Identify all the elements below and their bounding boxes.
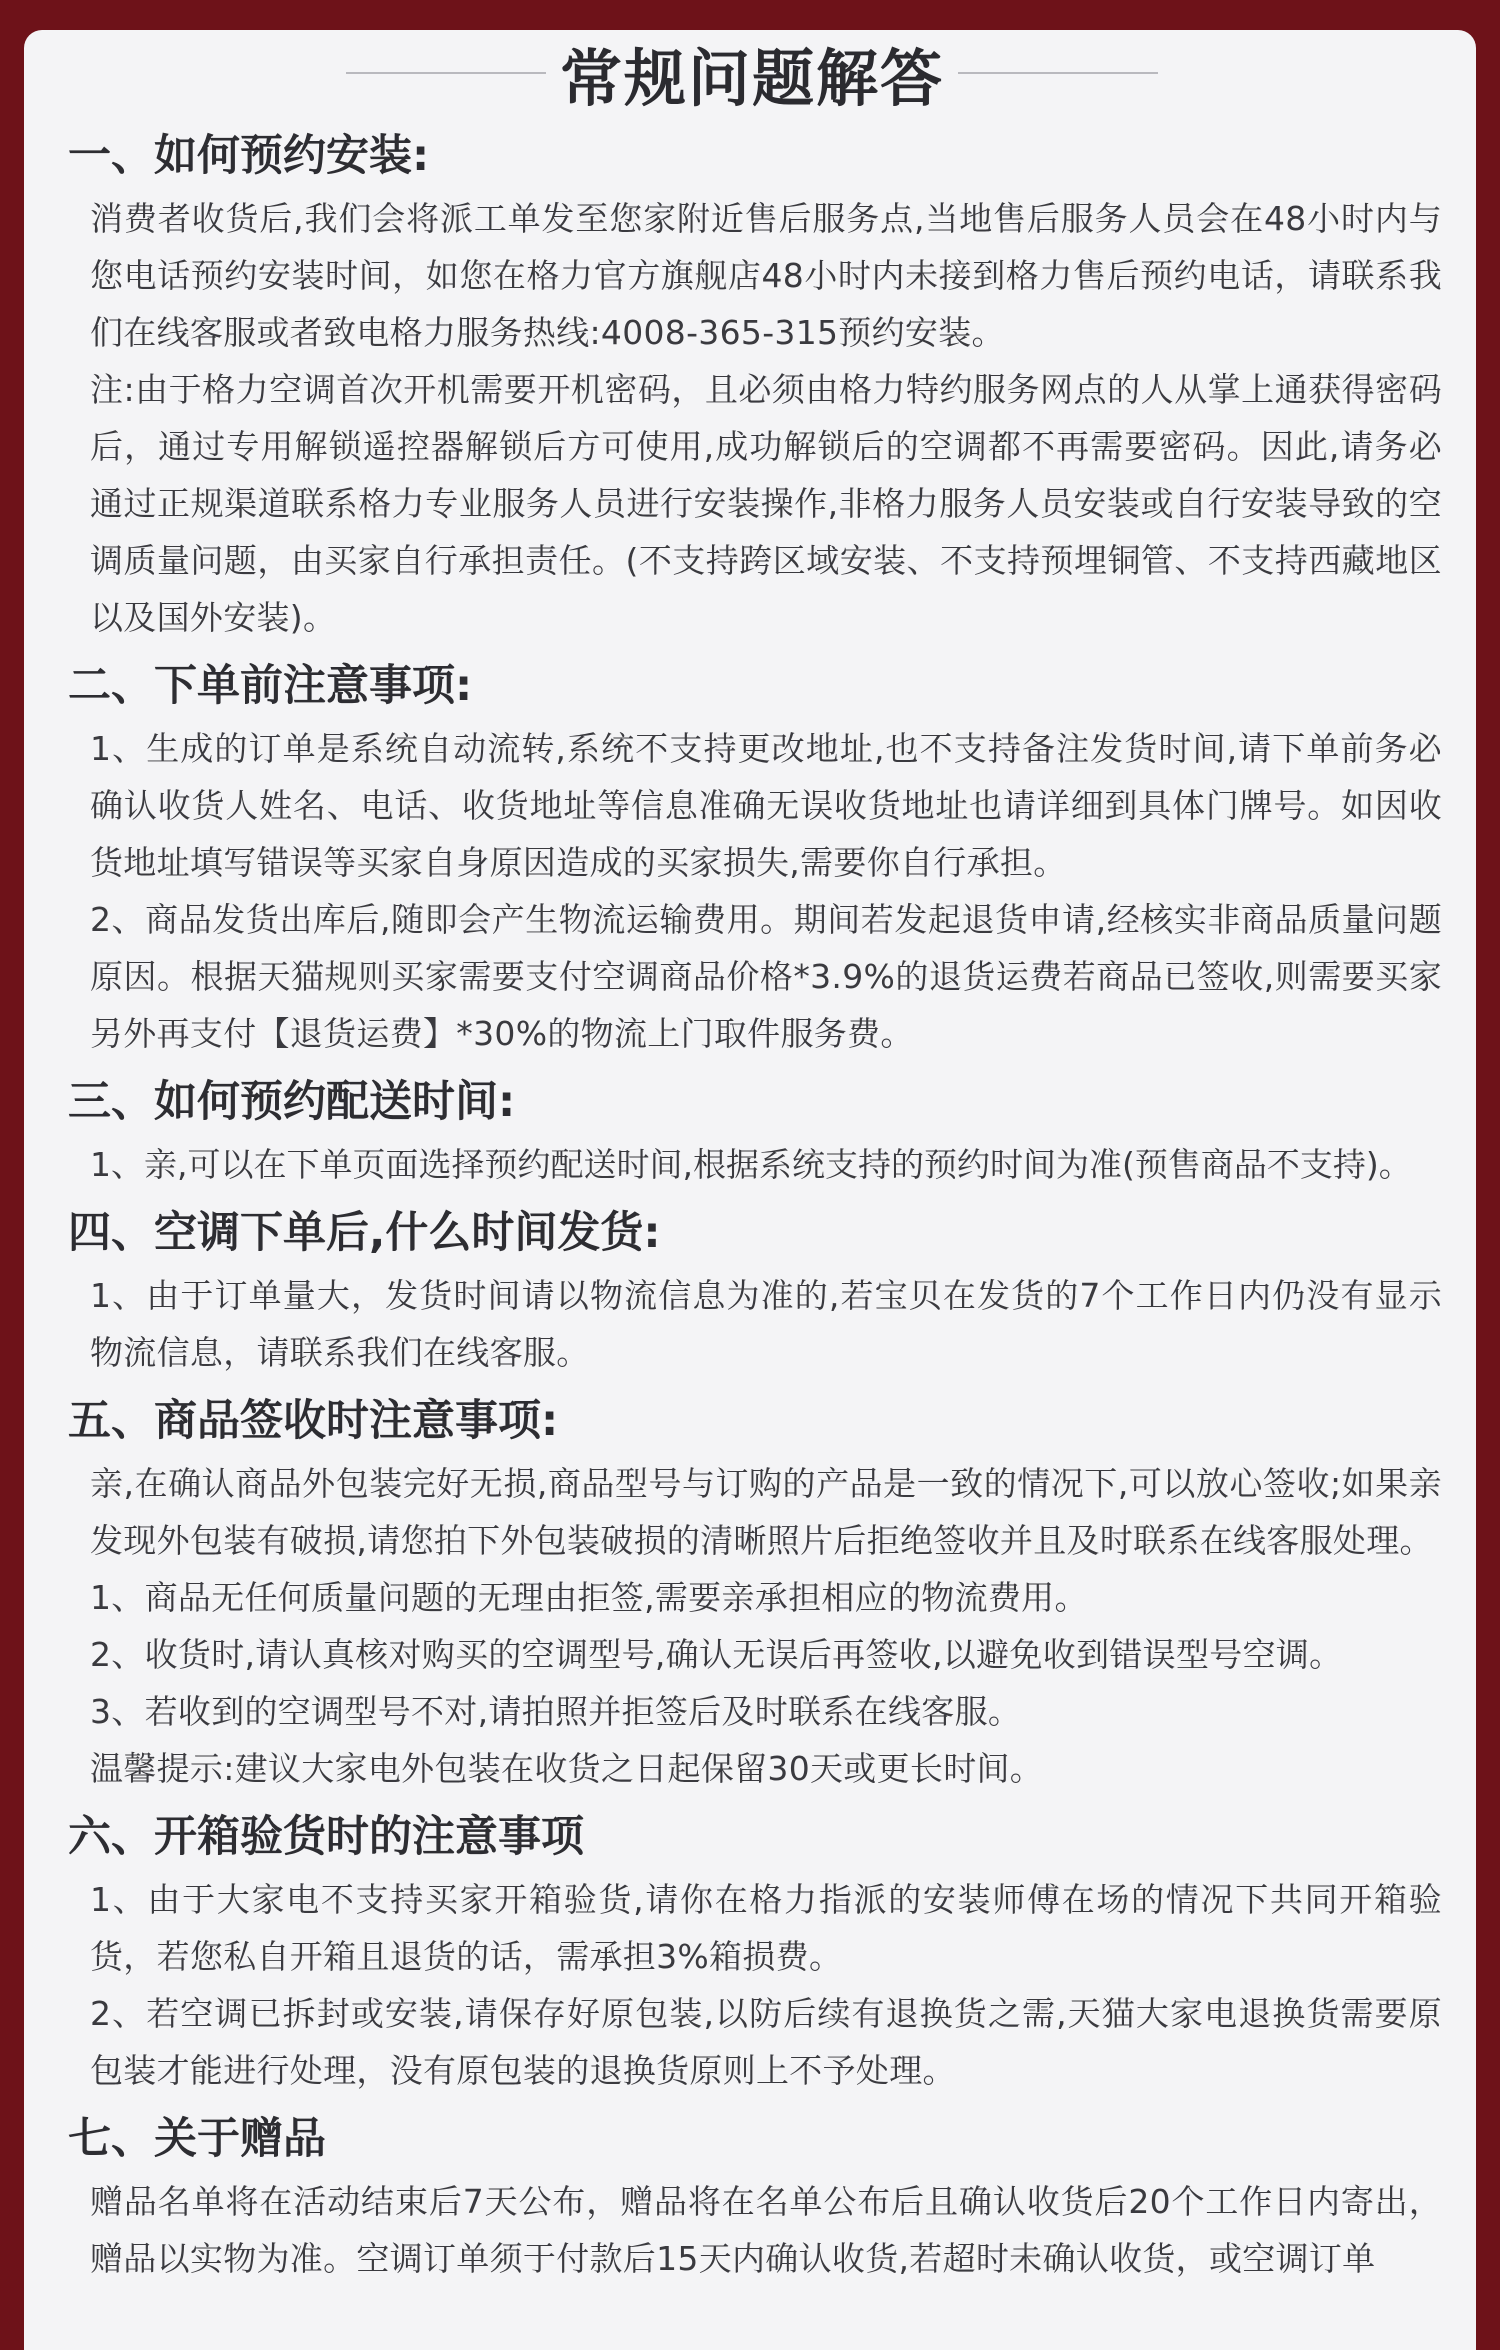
faq-section-receipt [62,1389,1442,1797]
faq-section-unboxing [62,1805,1442,2099]
faq-section-gifts [62,2107,1442,2287]
section-paragraph: 温馨提示:建议大家电外包装在收货之日起保留30天或更长时间。 [90,1749,1044,1788]
faq-card [24,30,1476,2350]
section-paragraph: 3、若收到的空调型号不对,请拍照并拒签后及时联系在线客服。 [90,1692,1022,1731]
section-paragraph: 1、生成的订单是系统自动流转,系统不支持更改地址,也不支持备注发货时间,请下单前务必确认收货人姓名、电话、收货地址等信息准确无误收货地址也请详细到具体门牌号。如因收货地址填写错误等买家自身原因造成的买家损失,需要你自行承担。 [90,729,1442,882]
section-paragraph: 2、收货时,请认真核对购买的空调型号,确认无误后再签收,以避免收到错误型号空调。 [90,1635,1343,1674]
section-paragraph: 1、由于订单量大，发货时间请以物流信息为准的,若宝贝在发货的7个工作日内仍没有显示物流信息，请联系我们在线客服。 [90,1276,1442,1372]
section-heading: 二、下单前注意事项: [68,661,473,711]
section-heading: 五、商品签收时注意事项: [68,1396,559,1446]
faq-section-before-order [62,654,1442,1062]
section-paragraph: 赠品名单将在活动结束后7天公布，赠品将在名单公布后且确认收货后20个工作日内寄出，赠品以实物为准。空调订单须于付款后15天内确认收货,若超时未确认收货，或空调订单 [90,2182,1442,2278]
title-divider-right [958,72,1158,74]
section-paragraph: 1、亲,可以在下单页面选择预约配送时间,根据系统支持的预约时间为准(预售商品不支持)。 [90,1145,1412,1184]
section-heading: 三、如何预约配送时间: [68,1077,516,1127]
section-paragraph: 亲,在确认商品外包装完好无损,商品型号与订购的产品是一致的情况下,可以放心签收;如果亲发现外包装有破损,请您拍下外包装破损的清晰照片后拒绝签收并且及时联系在线客服处理。 [90,1464,1442,1560]
section-heading: 七、关于赠品 [68,2114,326,2164]
section-heading: 六、开箱验货时的注意事项 [68,1812,584,1862]
section-paragraph: 1、由于大家电不支持买家开箱验货,请你在格力指派的安装师傅在场的情况下共同开箱验货，若您私自开箱且退货的话，需承担3%箱损费。 [90,1880,1442,1976]
section-heading: 四、空调下单后,什么时间发货: [68,1208,661,1258]
faq-section-delivery-time [62,1070,1442,1193]
faq-section-install [62,124,1442,646]
section-paragraph: 2、若空调已拆封或安装,请保存好原包装,以防后续有退换货之需,天猫大家电退换货需要原包装才能进行处理，没有原包装的退换货原则上不予处理。 [90,1994,1442,2090]
section-paragraph: 注:由于格力空调首次开机需要开机密码，且必须由格力特约服务网点的人从掌上通获得密码后，通过专用解锁遥控器解锁后方可使用,成功解锁后的空调都不再需要密码。因此,请务必通过正规渠道联系格力专业服务人员进行安装操作,非格力服务人员安装或自行安装导致的空调质量问题，由买家自行承担责任。(不支持跨区域安装、不支持预埋铜管、不支持西藏地区以及国外安装)。 [90,370,1442,637]
faq-section-shipping [62,1201,1442,1381]
section-paragraph: 消费者收货后,我们会将派工单发至您家附近售后服务点,当地售后服务人员会在48小时内与您电话预约安装时间，如您在格力官方旗舰店48小时内未接到格力售后预约电话，请联系我们在线客服或者致电格力服务热线:4008-365-315预约安装。 [90,199,1442,352]
section-heading: 一、如何预约安装: [68,131,430,181]
page-title: 常规问题解答 [559,41,944,115]
section-paragraph: 1、商品无任何质量问题的无理由拒签,需要亲承担相应的物流费用。 [90,1578,1088,1617]
section-paragraph: 2、商品发货出库后,随即会产生物流运输费用。期间若发起退货申请,经核实非商品质量问题原因。根据天猫规则买家需要支付空调商品价格*3.9%的退货运费若商品已签收,则需要买家另外再支付【退货运费】*30%的物流上门取件服务费。 [90,900,1442,1053]
title-divider-left [346,72,546,74]
title-row [62,30,1442,116]
